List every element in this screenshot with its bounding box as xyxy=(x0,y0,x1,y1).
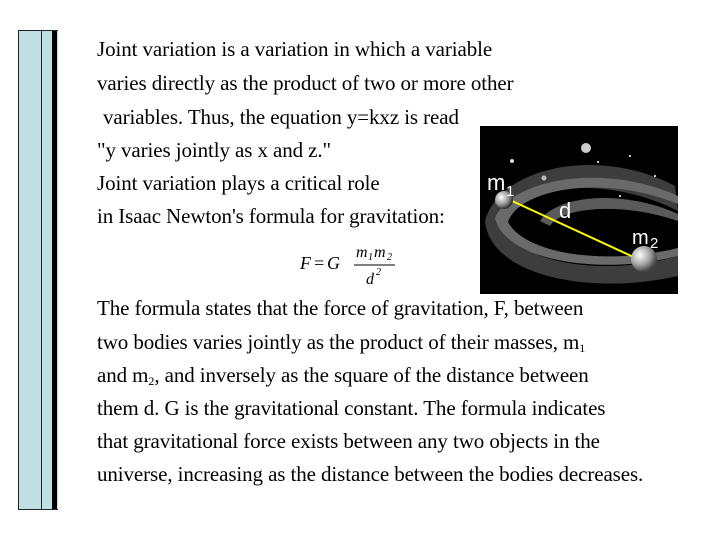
label-m2-sub: 2 xyxy=(650,235,659,252)
text-line-12: universe, increasing as the distance between the bodies decreases. xyxy=(97,462,644,486)
star-4 xyxy=(629,155,631,157)
text-line-4: "y varies jointly as x and z." xyxy=(97,138,332,162)
text-line-8-sub: 1 xyxy=(579,341,586,355)
formula-distance: d xyxy=(366,271,374,288)
text-line-9-a: and m xyxy=(97,363,149,387)
formula-constant: G xyxy=(327,253,340,273)
text-line-2: varies directly as the product of two or more other xyxy=(97,71,514,95)
bar-stripe-light xyxy=(19,31,42,509)
text-line-9 xyxy=(97,363,589,393)
formula-mass-1-sub: 1 xyxy=(368,252,373,263)
formula-mass-1: m xyxy=(356,244,368,261)
formula-lhs: F xyxy=(300,253,311,273)
text-line-7: The formula states that the force of gravitation, F, between xyxy=(97,296,584,320)
text-line-6: in Isaac Newton's formula for gravitation: xyxy=(97,204,445,228)
label-m1: m xyxy=(487,170,506,195)
left-decorative-bar xyxy=(18,30,58,510)
text-line-11: that gravitational force exists between any two objects in the xyxy=(97,429,600,453)
star-5 xyxy=(654,175,656,177)
text-line-5: Joint variation plays a critical role xyxy=(97,171,380,195)
text-line-3: variables. Thus, the equation y=kxz is read xyxy=(103,105,459,129)
gravitation-illustration xyxy=(480,126,678,294)
label-distance: d xyxy=(559,198,572,223)
formula-mass-2-sub: 2 xyxy=(387,252,392,263)
star-6 xyxy=(619,195,621,197)
text-line-1: Joint variation is a variation in which a variable xyxy=(97,37,493,61)
star-planet-small xyxy=(581,143,591,153)
formula-equals: = xyxy=(313,253,326,273)
space-scene xyxy=(480,126,678,294)
star-3 xyxy=(597,161,599,163)
label-m1-sub: 1 xyxy=(506,183,515,200)
star-2 xyxy=(542,176,547,181)
text-line-9-sub: 2 xyxy=(148,374,155,388)
text-line-8 xyxy=(97,330,585,360)
gravitation-formula xyxy=(300,240,430,290)
star-1 xyxy=(510,159,514,163)
text-line-9-b: , and inversely as the square of the distance between xyxy=(154,363,589,387)
text-line-8-main: two bodies varies jointly as the product of their masses, m xyxy=(97,330,580,354)
formula-mass-2: m xyxy=(374,244,386,261)
bar-stripe-dark xyxy=(52,31,57,509)
formula-distance-exp: 2 xyxy=(376,267,381,278)
label-m2: m xyxy=(632,227,649,249)
text-line-10: them d. G is the gravitational constant. The formula indicates xyxy=(97,396,606,420)
